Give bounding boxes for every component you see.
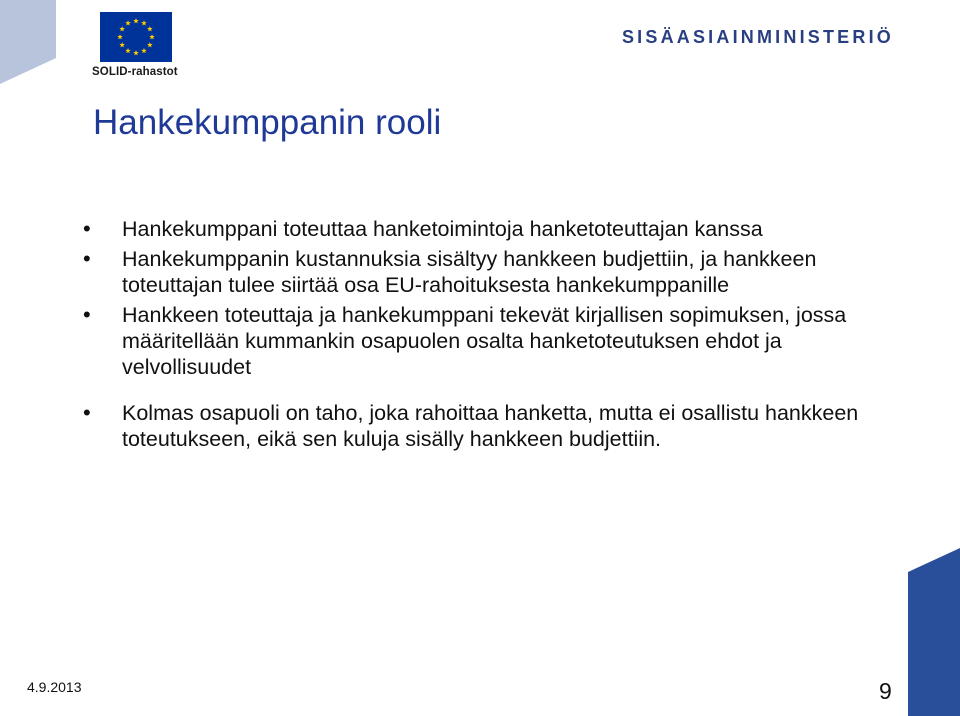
bullet-dot: • <box>83 302 91 327</box>
solid-logo-text: SOLID-rahastot <box>92 66 178 78</box>
bullet-item <box>0 246 860 298</box>
corner-accent-bar <box>908 548 960 716</box>
footer-date: 4.9.2013 <box>27 679 82 695</box>
bullet-text: Kolmas osapuoli on taho, joka rahoittaa hanketta, mutta ei osallistu hankkeen toteutukseen, eikä sen kuluja sisälly hankkeen budjettiin. <box>122 401 859 451</box>
bullet-item <box>0 216 860 242</box>
ministry-name: SISÄASIAINMINISTERIÖ <box>621 27 894 47</box>
bullet-dot: • <box>83 400 91 425</box>
bullet-item <box>0 400 860 452</box>
bullet-dot: • <box>83 246 91 271</box>
bullet-dot: • <box>83 216 91 241</box>
bullet-item <box>0 302 860 380</box>
page-number: 9 <box>879 678 892 704</box>
eu-flag-icon <box>100 12 172 62</box>
slide-title: Hankekumppanin rooli <box>93 103 442 142</box>
bullet-text: Hankekumppanin kustannuksia sisältyy hankkeen budjettiin, ja hankkeen toteuttajan tulee siirtää osa EU-rahoituksesta hankekumppanille <box>122 247 817 297</box>
bullet-list <box>0 216 860 456</box>
bullet-text: Hankekumppani toteuttaa hanketoimintoja hanketoteuttajan kanssa <box>122 217 763 241</box>
bullet-text: Hankkeen toteuttaja ja hankekumppani tekevät kirjallisen sopimuksen, jossa määritellään kummankin osapuolen osalta hanketoteutuksen ehdot ja velvollisuudet <box>122 303 847 379</box>
corner-decoration <box>0 0 56 84</box>
